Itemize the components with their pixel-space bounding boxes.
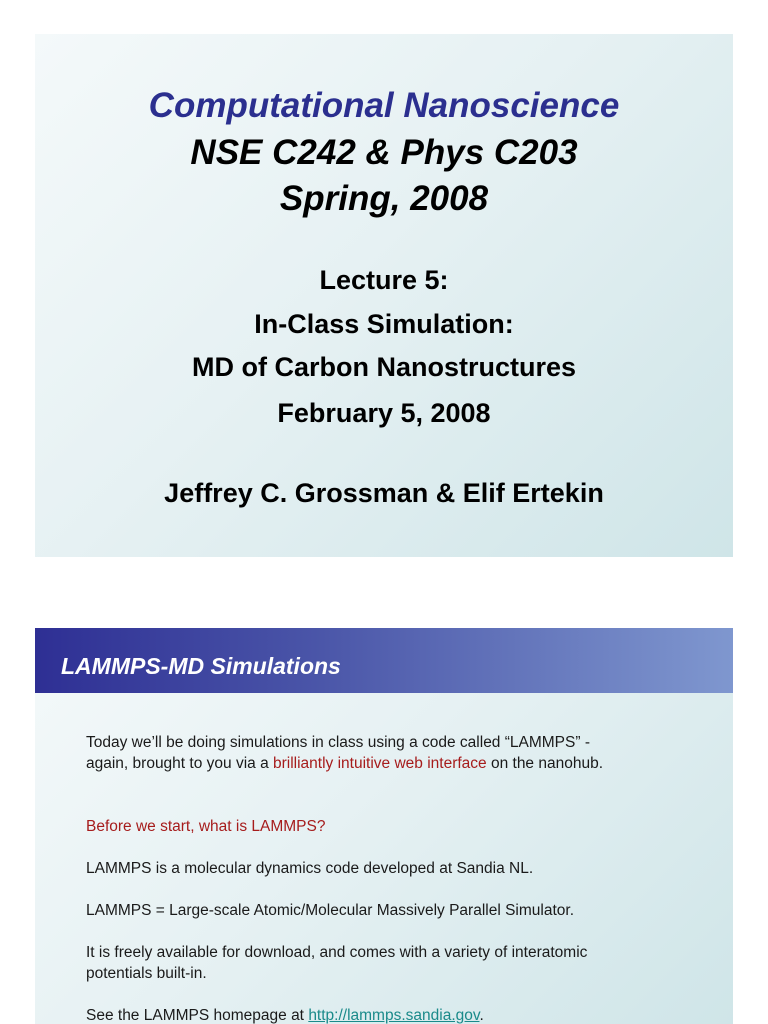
lammps-homepage-link[interactable]: http://lammps.sandia.gov xyxy=(308,1007,480,1024)
web-interface-highlight: brilliantly intuitive web interface xyxy=(273,755,487,772)
lecture-title-line-2: MD of Carbon Nanostructures xyxy=(191,352,577,382)
homepage-period: . xyxy=(479,1007,484,1024)
course-number: NSE C242 & Phys C203 xyxy=(190,133,578,172)
lecture-title-line-1: In-Class Simulation: xyxy=(254,309,514,339)
lammps-description: LAMMPS is a molecular dynamics code developed at Sandia NL. xyxy=(86,860,534,877)
availability-paragraph xyxy=(86,942,686,984)
course-title: Computational Nanoscience xyxy=(148,86,620,125)
homepage-paragraph xyxy=(86,1005,686,1024)
intro-paragraph xyxy=(86,732,686,774)
intro-text-line-2: again, brought to you via a xyxy=(86,755,273,772)
intro-text-line-1: Today we’ll be doing simulations in class using a code called “LAMMPS” - xyxy=(86,734,590,751)
title-slide xyxy=(35,34,733,557)
lammps-slide xyxy=(35,628,733,1024)
slide-heading: LAMMPS-MD Simulations xyxy=(61,653,341,679)
lecture-date: February 5, 2008 xyxy=(277,398,491,428)
homepage-text: See the LAMMPS homepage at xyxy=(86,1007,309,1024)
lecture-number: Lecture 5: xyxy=(319,265,449,295)
course-term: Spring, 2008 xyxy=(279,179,489,218)
slide-header-banner xyxy=(35,628,733,693)
lammps-acronym: LAMMPS = Large-scale Atomic/Molecular Massively Parallel Simulator. xyxy=(86,902,575,919)
authors: Jeffrey C. Grossman & Elif Ertekin xyxy=(164,478,604,508)
question-text: Before we start, what is LAMMPS? xyxy=(86,818,326,835)
availability-line-2: potentials built-in. xyxy=(86,965,207,982)
availability-line-1: It is freely available for download, and comes with a variety of interatomic xyxy=(86,944,588,961)
intro-text-end: on the nanohub. xyxy=(486,755,604,772)
